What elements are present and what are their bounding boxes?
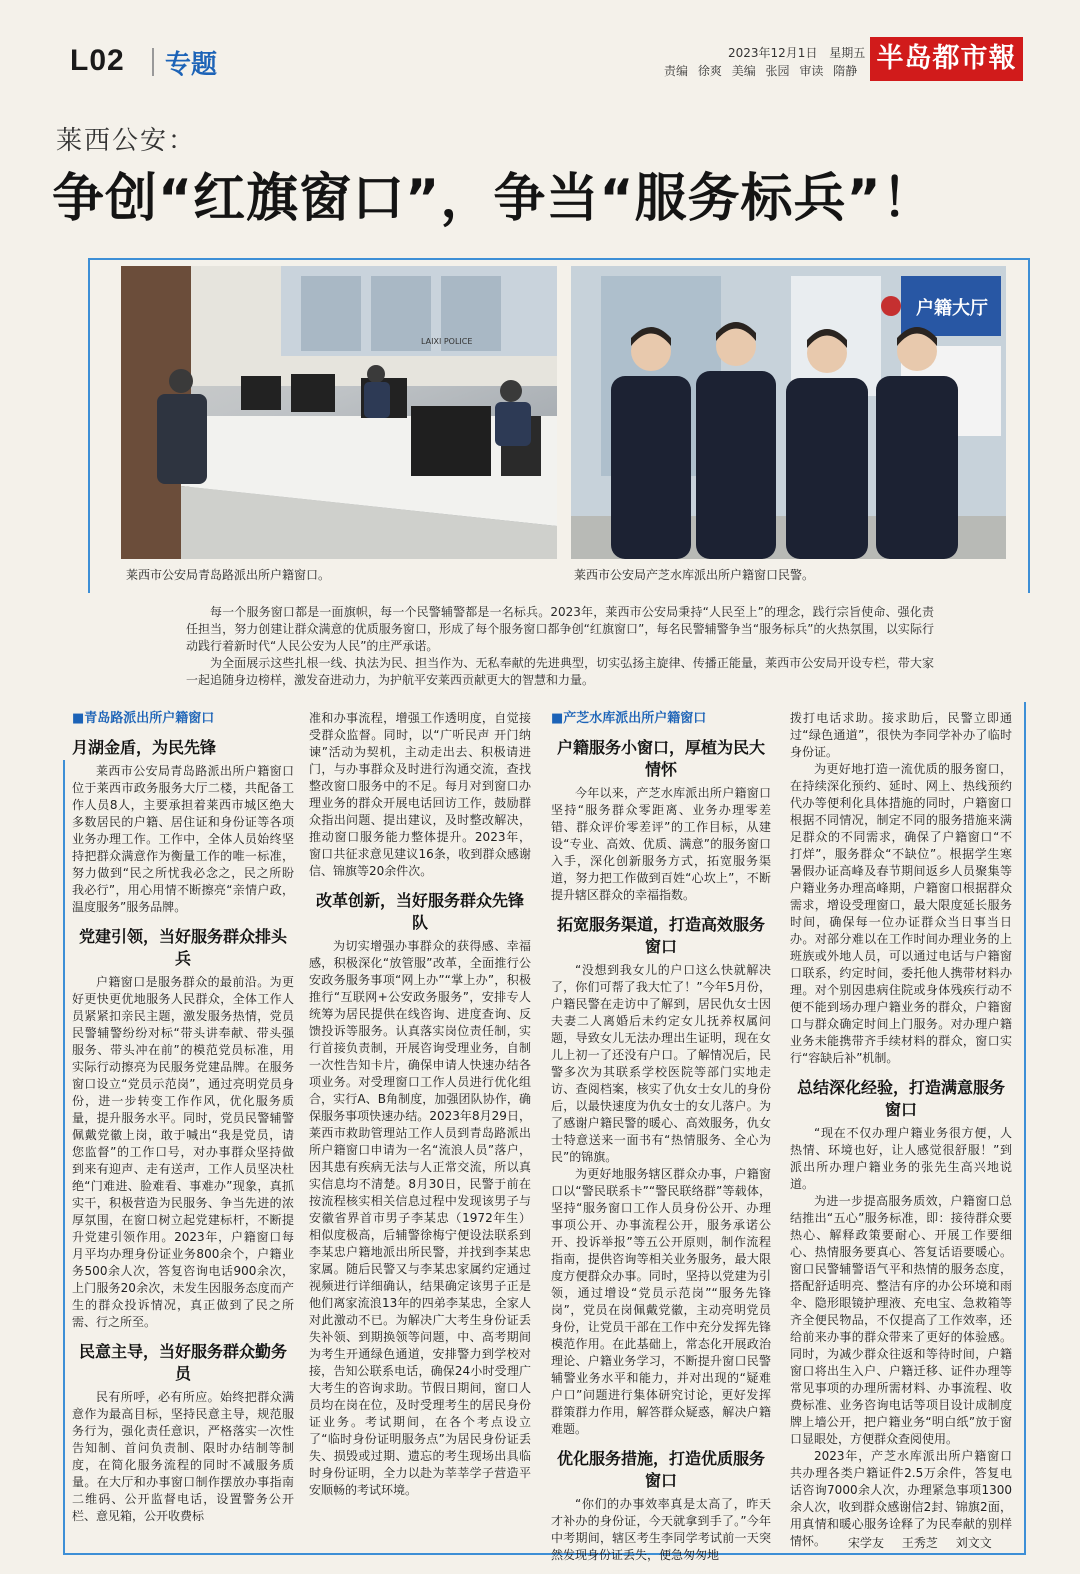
subheading: 户籍服务小窗口，厚植为民大情怀	[556, 738, 765, 779]
article-kicker: 莱西公安：	[56, 126, 197, 156]
designer-label: 美编	[731, 64, 756, 78]
editor-label: 责编	[664, 64, 689, 78]
photo-service-window	[121, 266, 557, 559]
paragraph: 今年以来，产芝水库派出所户籍窗口坚持“服务群众零距离、业务办理零差错、群众评价零差评”的工作目标，从建设“专业、高效、优质、满意”的服务窗口入手，深化创新服务方式，拓宽服务渠道，努力把工作做到百姓“心坎上”，不断提升辖区群众的幸福指数。	[551, 786, 771, 902]
page-header	[0, 0, 1080, 88]
subheading: 改革创新，当好服务群众先锋队	[315, 891, 524, 932]
byline-author: 王秀芝	[901, 1536, 938, 1550]
photo-officers-illustration	[571, 266, 1006, 559]
photo-officers	[571, 266, 1006, 559]
issue-weekday: 星期五	[829, 46, 866, 60]
paragraph: “你们的办事效率真是太高了，昨天才补办的身份证，今天就拿到手了。”今年中考期间，辖区考生李同学考试前一天突然发现身份证丢失，便急匆匆地	[551, 1497, 771, 1562]
paragraph: 民有所呼，必有所应。始终把群众满意作为最高目标，坚持民意主导，规范服务行为，强化责任意识，严格落实一次性告知制、首问负责制、限时办结制等制度，在简化服务流程的同时不减服务质量。在大厅和办事窗口制作摆放办事指南二维码、公开监督电话，设置警务公开栏、意见箱，公开收费标	[72, 1390, 294, 1523]
intro-paragraph: 为全面展示这些扎根一线、执法为民、担当作为、无私奉献的先进典型，切实弘扬主旋律、传播正能量，莱西市公安局开设专栏，带大家一起追随身边榜样，激发奋进动力，为护航平安莱西贡献更大的智慧和力量。	[186, 656, 934, 687]
photo-caption-left: 莱西市公安局青岛路派出所户籍窗口。	[126, 568, 331, 582]
paragraph: 准和办事流程，增强工作透明度，自觉接受群众监督。同时，以“广听民声 开门纳谏”活动为契机，主动走出去、积极请进门，与办事群众及时进行沟通交流，查找整改窗口服务中的不足。每月对到窗口办理业务的群众开展电话回访工作，鼓励群众指出问题、提出建议，及时整改解决，推动窗口服务能力整体提升。2023年，窗口共征求意见建议16条，收到群众感谢信、锦旗等20余件次。	[309, 711, 531, 878]
paragraph: 为更好地服务辖区群众办事，户籍窗口以“警民联系卡”“警民联络群”等载体，坚持“服务窗口工作人员身份公开、办理事项公开、办事流程公开，服务承诺公开、投诉举报”等五公开原则，制作流程指南，提供咨询等相关业务服务，最大限度方便群众办事。同时，坚持以党建为引领，通过增设“党员示范岗”“服务先锋岗”，党员在岗佩戴党徽，主动亮明党员身份，让党员干部在工作中充分发挥先锋模范作用。在此基础上，常态化开展政治理论、户籍业务学习，不断提升窗口民警辅警业务水平和能力，并对出现的“疑难户口”问题进行集体研究讨论，更好发挥群策群力作用，解答群众疑惑，解决户籍难题。	[551, 1167, 771, 1436]
page-number: L02	[70, 44, 125, 77]
paragraph: “没想到我女儿的户口这么快就解决了，你们可帮了我大忙了！”今年5月份，户籍民警在走访中了解到，居民仇女士因夫妻二人离婚后未约定女儿抚养权属问题，导致女儿无法办理出生证明，现在女儿上初一了还没有户口。了解情况后，民警多次为其联系学校医院等部门实地走访、查阅档案，核实了仇女士女儿的身份后，以最快速度为仇女士的女儿落户。为了感谢户籍民警的暖心、高效服务，仇女士特意送来一面书有“热情服务、全心为民”的锦旗。	[551, 963, 771, 1164]
photo-service-window-illustration	[121, 266, 557, 559]
section-tag: 专题	[165, 50, 218, 80]
photo-police-sign: LAIXI POLICE	[421, 337, 473, 346]
paragraph: 莱西市公安局青岛路派出所户籍窗口位于莱西市政务服务大厅二楼，共配备工作人员8人，主要承担着莱西市城区绝大多数居民的户籍、居住证和身份证等各项业务办理工作。工作中，全体人员始终坚持把群众满意作为衡量工作的唯一标准，努力做到“民之所忧我必念之，民之所盼我必行”，用心用情不断擦亮“亲情户政，温度服务”服务品牌。	[72, 764, 294, 914]
subheading: 党建引领，当好服务群众排头兵	[78, 927, 287, 968]
article-column-3	[551, 710, 771, 1562]
header-divider	[152, 48, 154, 76]
paragraph: 拨打电话求助。接求助后，民警立即通过“绿色通道”，很快为李同学补办了临时身份证。	[790, 711, 1012, 759]
article-intro	[186, 604, 934, 689]
subheading: 拓宽服务渠道，打造高效服务窗口	[556, 915, 765, 956]
article-headline: 争创“红旗窗口”，争当“服务标兵”！	[52, 169, 935, 229]
paragraph: “现在不仅办理户籍业务很方便，人热情、环境也好，让人感觉很舒服！”到派出所办理户籍业务的张先生高兴地说道。	[790, 1126, 1012, 1191]
paragraph: 为切实增强办事群众的获得感、幸福感，积极深化“放管服”改革，全面推行公安政务服务事项“网上办”“掌上办”，积极推行“互联网+公安政务服务”，安排专人统筹为居民提供在线咨询、进度查询、反馈投诉等服务。认真落实岗位责任制，实行首接负责制，开展咨询受理业务，自制一次性告知卡片，确保申请人快速办结各项业务。对受理窗口工作人员进行优化组合，实行A、B角制度，加强团队协作，确保服务事项快速办结。2023年8月29日，莱西市救助管理站工作人员到青岛路派出所户籍窗口申请为一名“流浪人员”落户，因其患有疾病无法与人正常交流，所以真实信息均不清楚。8月30日，民警于前在按流程核实相关信息过程中发现该男子与安徽省界首市男子李某忠（1972年生）相似度极高，后辅警徐梅宁便设法联系到李某忠户籍地派出所民警，并找到李某忠家属。随后民警又与李某忠家属约定通过视频进行详细确认，结果确定该男子正是他们离家流浪13年的四弟李某忠，全家人对此激动不已。为解决广大考生身份证丢失补领、到期换领等问题，中、高考期间为考生开通绿色通道，安排警力到学校对接，告知公联系电话，确保24小时受理广大考生的咨询求助。节假日期间，窗口人员均在岗在位，及时受理考生的居民身份证业务。考试期间，在各个考点设立了“临时身份证明服务点”为居民身份证丢失、损毁或过期、遗忘的考生现场出具临时身份证明，全力以赴为莘莘学子营造平安顺畅的考试环境。	[309, 939, 531, 1497]
issue-date: 2023年12月1日	[728, 46, 818, 60]
paragraph: 为进一步提高服务质效，户籍窗口总结推出“五心”服务标准，即：接待群众要热心、解释政策要耐心、开展工作要细心、热情服务要真心、答复话语要暖心。窗口民警辅警语气平和热情的服务态度，搭配舒适明亮、整洁有序的办公环境和雨伞、隐形眼镜护理液、充电宝、急救箱等齐全便民物品，不仅提高了工作效率，还给前来办事的群众带来了更好的体验感。同时，为减少群众往返和等待时间，户籍窗口将出生入户、户籍迁移、证件办理等常见事项的办理所需材料、办事流程、收费标准、业务咨询电话等项目设计成制度牌上墙公开，把户籍业务“明白纸”放于窗口显眼处，方便群众查阅使用。	[790, 1194, 1012, 1446]
intro-paragraph: 每一个服务窗口都是一面旗帜，每一个民警辅警都是一名标兵。2023年，莱西市公安局秉持“人民至上”的理念，践行宗旨使命、强化责任担当，努力创建让群众满意的优质服务窗口，形成了每个服务窗口都争创“红旗窗口”，每名民警辅警争当“服务标兵”的火热氛围，以实际行动践行着新时代“人民公安为人民”的庄严承诺。	[186, 605, 934, 653]
date-line	[728, 44, 873, 61]
reviewer-name: 隋静	[833, 64, 858, 78]
editor-name: 徐爽	[697, 64, 722, 78]
subheading: 总结深化经验，打造满意服务窗口	[796, 1078, 1005, 1119]
subheading: 月湖金盾，为民先锋	[72, 738, 217, 757]
article-column-1	[72, 710, 294, 1523]
designer-name: 张园	[765, 64, 790, 78]
photo-caption-right: 莱西市公安局产芝水库派出所户籍窗口民警。	[574, 568, 815, 582]
byline-author: 刘文文	[955, 1536, 992, 1550]
article-column-2	[309, 710, 531, 1520]
photo-hall-sign: 户籍大厅	[916, 298, 988, 319]
section-label-chanzhi: ■产芝水库派出所户籍窗口	[551, 711, 707, 726]
paragraph: 为更好地打造一流优质的服务窗口，在持续深化预约、延时、网上、热线预约代办等便利化具体措施的同时，户籍窗口根据不同情况，制定不同的服务措施来满足群众的不同需求，确保了户籍窗口“不打烊”，服务群众“不缺位”。根据学生寒暑假办证高峰及春节期间返乡人员聚集等户籍业务办理高峰期，户籍窗口根据群众需求，增设受理窗口，最大限度延长服务时间，确保每一位办证群众当日事当日办。对部分难以在工作时间办理业务的上班族或外地人员，可以通过电话与户籍窗口联系，约定时间，委托他人携带材料办理。对个别因患病住院或身体残疾行动不便不能到场办理户籍业务的群众，户籍窗口与群众确定时间上门服务。对办理户籍业务未能携带齐手续材料的群众，窗口实行“容缺后补”机制。	[790, 762, 1012, 1065]
subheading: 优化服务措施，打造优质服务窗口	[556, 1449, 765, 1490]
section-label-qingdaolu: ■青岛路派出所户籍窗口	[72, 711, 215, 726]
newspaper-logo: 半岛都市報	[870, 37, 1023, 81]
paragraph: 户籍窗口是服务群众的最前沿。为更好更快更优地服务人民群众，全体工作人员紧紧扣亲民主题，激发服务热情，党员民警辅警纷纷对标“带头讲奉献、带头强服务、带头冲在前”的模范党员标准，用实际行动擦亮为民服务党建品牌。在服务窗口设立“党员示范岗”，通过亮明党员身份，进一步转变工作作风，优化服务质量，提升服务水平。同时，党员民警辅警佩戴党徽上岗，敢于喊出“我是党员，请您监督”的工作口号，对办事群众坚持做到来有迎声、走有送声，工作人员坚决杜绝“门难进、脸难看、事难办”现象，真抓实干，积极营造为民服务、争当先进的浓厚氛围，在窗口树立起党建标杆，不断提升党建引领作用。2023年，户籍窗口每月平均办理身份证业务800余个，户籍业务500余人次，答复咨询电话900余次，上门服务20余次，未发生因服务态度而产生的群众投诉情况，真正做到了民之所需、行之所至。	[72, 975, 294, 1329]
reviewer-label: 审读	[799, 64, 824, 78]
editor-credits	[664, 62, 863, 79]
article-bylines	[848, 1534, 1006, 1551]
paragraph: 2023年，产芝水库派出所户籍窗口共办理各类户籍证件2.5万余件，答复电话咨询7000余人次，办理紧急事项1300余人次，收到群众感谢信2封、锦旗2面，用真情和暖心服务诠释了为民奉献的别样情怀。	[790, 1449, 1012, 1548]
subheading: 民意主导，当好服务群众勤务员	[78, 1342, 287, 1383]
byline-author: 宋学友	[848, 1536, 885, 1550]
